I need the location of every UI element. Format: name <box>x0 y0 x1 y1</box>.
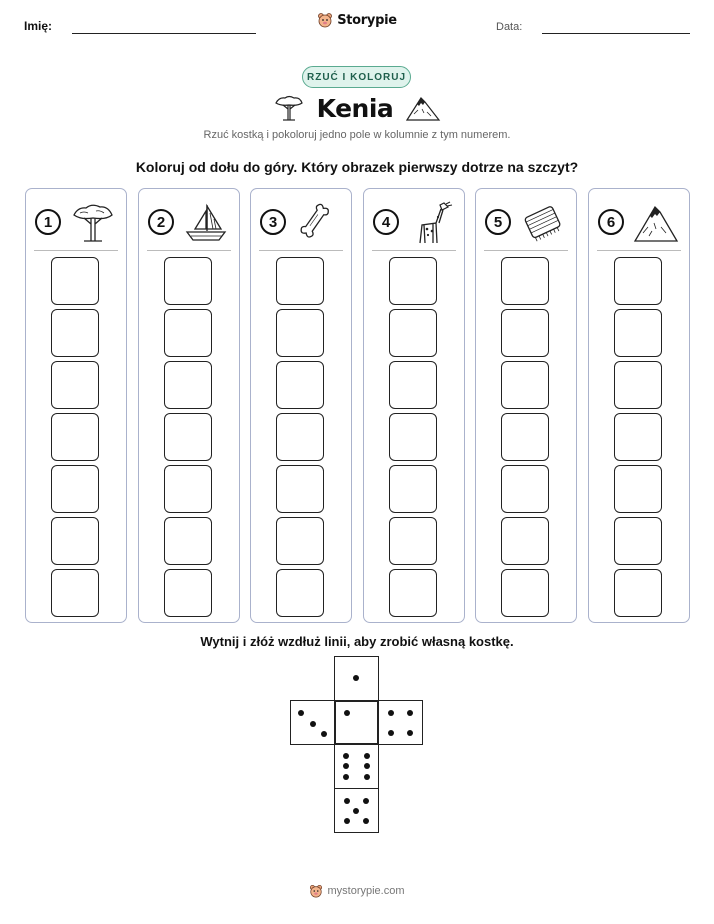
cutout-title: Wytnij i złóż wzdłuż linii, aby zrobić własną kostkę. <box>200 634 514 649</box>
color-cell[interactable] <box>51 465 99 513</box>
color-cell[interactable] <box>164 413 212 461</box>
blanket-icon <box>520 201 566 245</box>
column-number: 4 <box>373 209 399 235</box>
column-number: 5 <box>485 209 511 235</box>
color-cell[interactable] <box>614 517 662 565</box>
color-cell[interactable] <box>501 309 549 357</box>
die-pip <box>388 710 394 716</box>
bone-icon <box>295 201 341 245</box>
color-cell[interactable] <box>51 309 99 357</box>
column-number: 1 <box>35 209 61 235</box>
die-pip <box>344 818 350 824</box>
color-cell[interactable] <box>501 413 549 461</box>
column-header <box>251 201 351 249</box>
color-cell[interactable] <box>276 413 324 461</box>
color-cell[interactable] <box>164 309 212 357</box>
color-cell[interactable] <box>389 465 437 513</box>
color-cell[interactable] <box>389 361 437 409</box>
color-cell[interactable] <box>51 517 99 565</box>
column-divider <box>147 250 231 251</box>
color-cell[interactable] <box>614 569 662 617</box>
color-cell[interactable] <box>614 413 662 461</box>
color-cell[interactable] <box>164 257 212 305</box>
die-face-1 <box>334 656 379 701</box>
color-cell[interactable] <box>276 465 324 513</box>
acacia-tree-icon <box>273 94 305 122</box>
column-divider <box>484 250 568 251</box>
color-cell[interactable] <box>51 361 99 409</box>
date-field[interactable] <box>542 33 690 34</box>
subtitle: Rzuć kostką i pokoloruj jedno pole w kolumnie z tym numerem. <box>203 129 511 141</box>
storypie-logo-icon <box>317 12 333 28</box>
color-cell[interactable] <box>501 465 549 513</box>
column-header <box>589 201 689 249</box>
color-cell[interactable] <box>501 257 549 305</box>
die-pip <box>363 818 369 824</box>
color-cell[interactable] <box>276 361 324 409</box>
title-row <box>0 90 714 126</box>
color-cell[interactable] <box>389 257 437 305</box>
column-header <box>139 201 239 249</box>
sailboat-icon <box>183 201 229 245</box>
brand-name: Storypie <box>337 12 397 28</box>
column-6 <box>588 188 690 623</box>
die-face-3 <box>290 700 335 745</box>
color-cell[interactable] <box>164 465 212 513</box>
color-cell[interactable] <box>389 569 437 617</box>
column-3 <box>250 188 352 623</box>
instruction: Koloruj od dołu do góry. Który obrazek pierwszy dotrze na szczyt? <box>135 159 579 175</box>
column-1 <box>25 188 127 623</box>
die-pip <box>343 763 349 769</box>
column-divider <box>259 250 343 251</box>
die-pip <box>310 721 316 727</box>
name-field[interactable] <box>72 33 256 34</box>
die-face-4 <box>378 700 423 745</box>
giraffe-icon <box>408 201 454 245</box>
die-face-6 <box>334 744 379 789</box>
column-header <box>364 201 464 249</box>
mountain-icon <box>405 94 441 122</box>
die-pip <box>407 730 413 736</box>
color-cell[interactable] <box>276 257 324 305</box>
color-cell[interactable] <box>614 309 662 357</box>
color-cell[interactable] <box>389 309 437 357</box>
footer <box>0 884 714 898</box>
color-cell[interactable] <box>276 517 324 565</box>
color-cell[interactable] <box>164 517 212 565</box>
color-cell[interactable] <box>389 413 437 461</box>
color-cell[interactable] <box>389 517 437 565</box>
die-face-1 <box>334 700 379 745</box>
mountain-icon <box>633 201 679 245</box>
column-4 <box>363 188 465 623</box>
die-pip <box>364 774 370 780</box>
column-header <box>26 201 126 249</box>
acacia-tree-icon <box>70 201 116 245</box>
color-cell[interactable] <box>51 413 99 461</box>
column-divider <box>372 250 456 251</box>
die-pip <box>344 710 350 716</box>
color-cell[interactable] <box>164 569 212 617</box>
brand <box>0 12 714 28</box>
color-cell[interactable] <box>614 361 662 409</box>
die-pip <box>364 763 370 769</box>
column-divider <box>34 250 118 251</box>
name-label: Imię: <box>24 19 53 33</box>
color-cell[interactable] <box>276 309 324 357</box>
column-2 <box>138 188 240 623</box>
column-divider <box>597 250 681 251</box>
die-pip <box>363 798 369 804</box>
color-cell[interactable] <box>501 517 549 565</box>
die-pip <box>344 798 350 804</box>
column-5 <box>475 188 577 623</box>
column-number: 6 <box>598 209 624 235</box>
footer-url: mystorypie.com <box>327 885 405 897</box>
die-pip <box>388 730 394 736</box>
color-cell[interactable] <box>276 569 324 617</box>
die-pip <box>343 774 349 780</box>
color-cell[interactable] <box>51 257 99 305</box>
column-number: 2 <box>148 209 174 235</box>
page-title: Kenia <box>316 93 394 123</box>
color-cell[interactable] <box>501 569 549 617</box>
color-cell[interactable] <box>164 361 212 409</box>
activity-badge: RZUĆ I KOLORUJ <box>302 66 411 88</box>
die-pip <box>364 753 370 759</box>
color-cell[interactable] <box>51 569 99 617</box>
die-pip <box>407 710 413 716</box>
die-pip <box>298 710 304 716</box>
column-header <box>476 201 576 249</box>
color-cell[interactable] <box>501 361 549 409</box>
die-pip <box>353 808 359 814</box>
date-label: Data: <box>496 21 523 33</box>
color-cell[interactable] <box>614 257 662 305</box>
die-face-5 <box>334 788 379 833</box>
storypie-logo-icon <box>309 884 323 898</box>
die-pip <box>353 675 359 681</box>
column-number: 3 <box>260 209 286 235</box>
die-pip <box>321 731 327 737</box>
color-cell[interactable] <box>614 465 662 513</box>
die-pip <box>343 753 349 759</box>
